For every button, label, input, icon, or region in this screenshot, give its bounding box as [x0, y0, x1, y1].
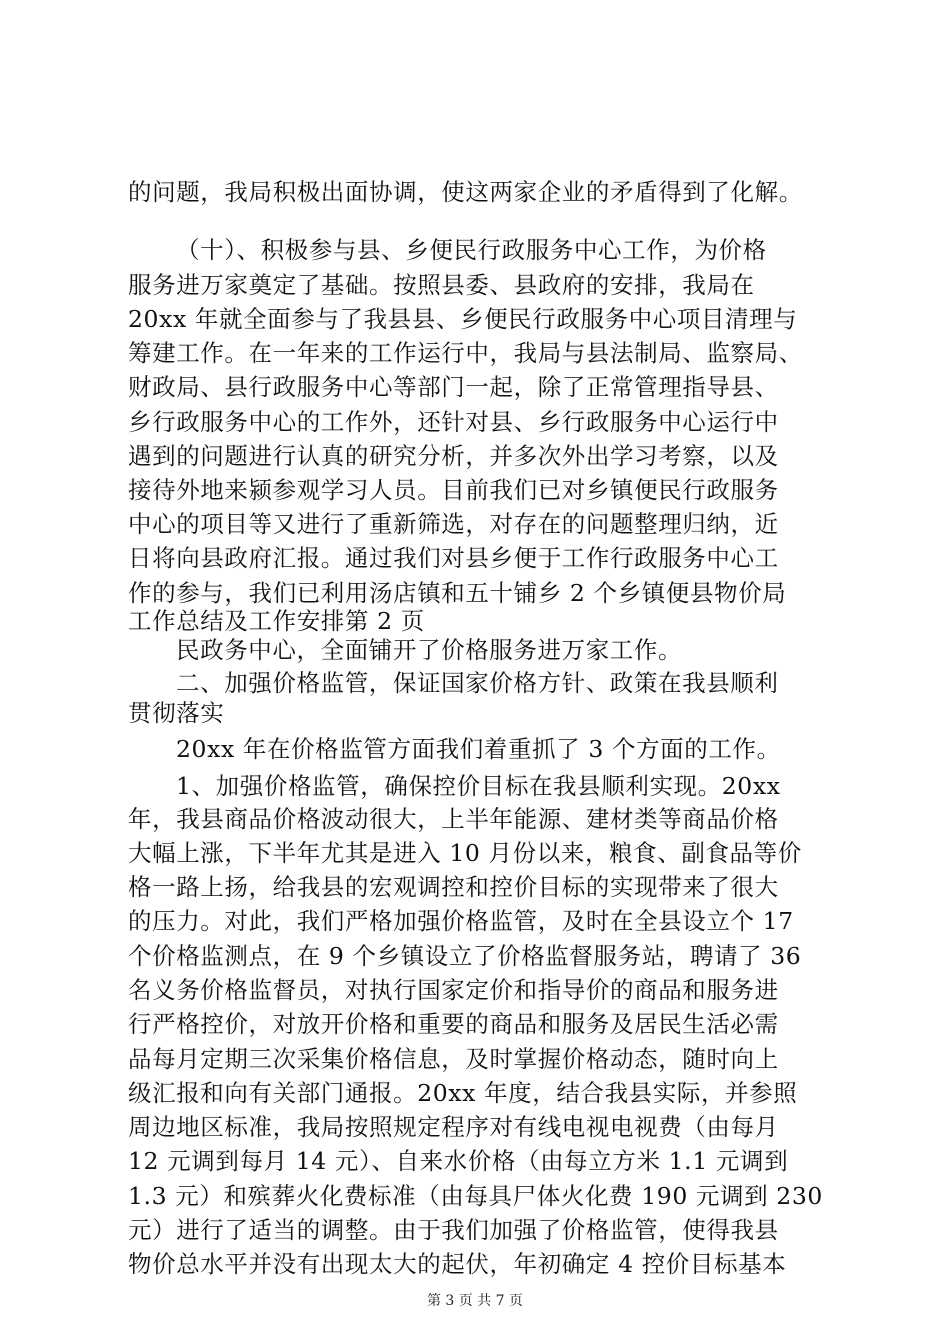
- paragraph-first-line: （十）、积极参与县、乡便民行政服务中心工作，为价格: [176, 236, 767, 264]
- text-line: 格一路上扬，给我县的宏观调控和控价目标的实现带来了很大: [128, 873, 779, 901]
- text-line: 行严格控价，对放开价格和重要的商品和服务及居民生活必需: [128, 1010, 779, 1038]
- section-heading: 二、加强价格监管，保证国家价格方针、政策在我县顺利: [176, 669, 779, 697]
- text-line: 元）进行了适当的调整。由于我们加强了价格监管，使得我县: [128, 1216, 779, 1244]
- text-line: 个价格监测点，在 9 个乡镇设立了价格监督服务站，聘请了 36: [128, 942, 802, 970]
- text-line: 日将向县政府汇报。通过我们对县乡便于工作行政服务中心工: [128, 544, 779, 572]
- text-line: 品每月定期三次采集价格信息，及时掌握价格动态，随时向上: [128, 1045, 779, 1073]
- text-line: 周边地区标准，我局按照规定程序对有线电视电视费（由每月: [128, 1113, 779, 1141]
- text-line: 级汇报和向有关部门通报。20xx 年度，结合我县实际，并参照: [128, 1079, 798, 1107]
- text-line: 1.3 元）和殡葬火化费标准（由每具尸体火化费 190 元调到 230: [128, 1182, 823, 1210]
- paragraph-first-line: 1、加强价格监管，确保控价目标在我县顺利实现。20xx: [176, 772, 781, 800]
- text-line: 大幅上涨，下半年尤其是进入 10 月份以来，粮食、副食品等价: [128, 839, 802, 867]
- text-line: 作的参与，我们已利用汤店镇和五十铺乡 2 个乡镇便县物价局: [128, 579, 787, 607]
- text-line: 的压力。对此，我们严格加强价格监管，及时在全县设立个 17: [128, 907, 794, 935]
- text-line: 财政局、县行政服务中心等部门一起，除了正常管理指导县、: [128, 373, 779, 401]
- section-heading-continued: 贯彻落实: [128, 699, 225, 727]
- text-line: 的问题，我局积极出面协调，使这两家企业的矛盾得到了化解。: [128, 178, 803, 206]
- text-line: 筹建工作。在一年来的工作运行中，我局与县法制局、监察局、: [128, 339, 803, 367]
- text-line: 接待外地来颍参观学习人员。目前我们已对乡镇便民行政服务: [128, 476, 779, 504]
- text-line: 12 元调到每月 14 元）、自来水价格（由每立方米 1.1 元调到: [128, 1147, 789, 1175]
- text-line: 中心的项目等又进行了重新筛选，对存在的问题整理归纳，近: [128, 510, 779, 538]
- page-number-footer: 第 3 页 共 7 页: [426, 1293, 524, 1309]
- text-line: 民政务中心，全面铺开了价格服务进万家工作。: [176, 636, 683, 664]
- text-line: 遇到的问题进行认真的研究分析，并多次外出学习考察，以及: [128, 442, 779, 470]
- text-line: 乡行政服务中心的工作外，还针对县、乡行政服务中心运行中: [128, 408, 779, 436]
- text-line: 名义务价格监督员，对执行国家定价和指导价的商品和服务进: [128, 976, 779, 1004]
- paragraph-first-line: 20xx 年在价格监管方面我们着重抓了 3 个方面的工作。: [176, 735, 781, 763]
- text-line: 服务进万家奠定了基础。按照县委、县政府的安排，我局在: [128, 271, 755, 299]
- text-line: 20xx 年就全面参与了我县县、乡便民行政服务中心项目清理与: [128, 305, 798, 333]
- page-break-marker: 工作总结及工作安排第 2 页: [128, 607, 425, 635]
- text-line: 年，我县商品价格波动很大，上半年能源、建材类等商品价格: [128, 805, 779, 833]
- text-line: 物价总水平并没有出现太大的起伏，年初确定 4 控价目标基本: [128, 1250, 787, 1278]
